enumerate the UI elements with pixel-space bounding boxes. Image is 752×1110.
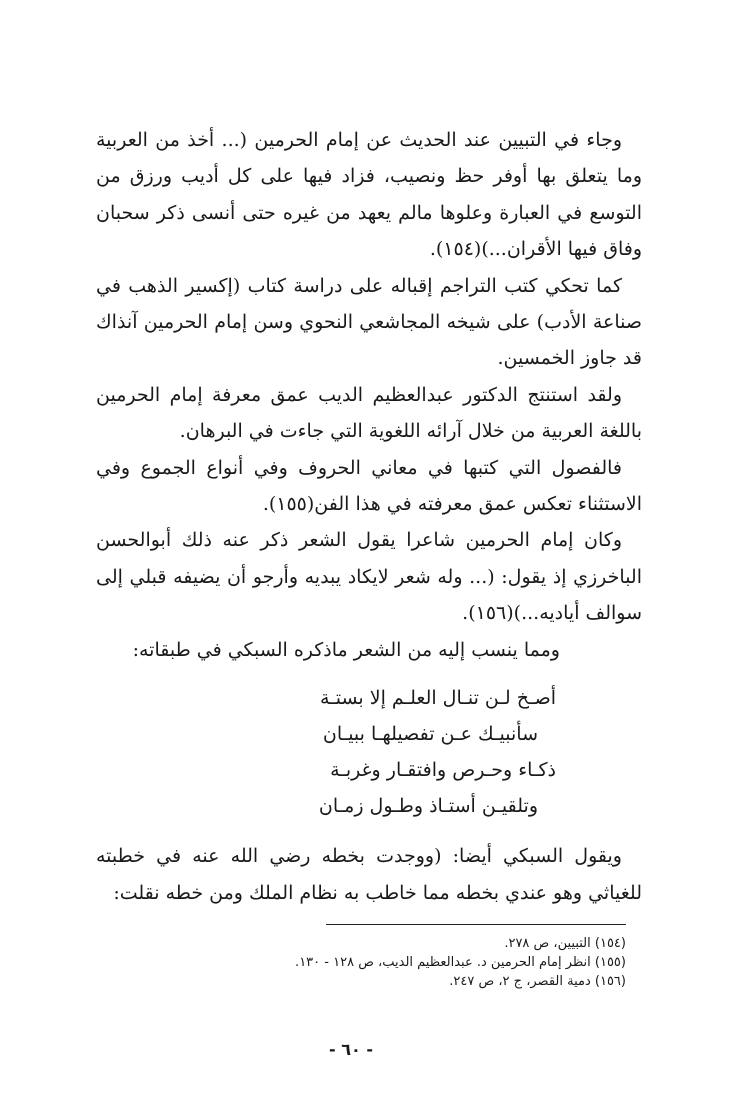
footnote-156: (١٥٦) دمية القصر، ج ٢، ص ٢٤٧. xyxy=(449,974,626,989)
paragraph-biographies: كما تحكي كتب التراجم إقباله على دراسة كتاب (إكسير الذهب في صناعة الأدب) على شيخه المجاشعي النحوي وسن إمام الحرمين آنذاك قد جاوز الخمسين. xyxy=(96,274,642,370)
footnote-separator xyxy=(326,924,626,925)
paragraph-poet: وكان إمام الحرمين شاعرا يقول الشعر ذكر عنه ذلك أبوالحسن الباخرزي إذ يقول: (... وله شعر لايكاد يبديه وأرجو أن يضيفه قبلي إلى سوالف أياديه...)(١٥٦). xyxy=(96,529,642,625)
main-text-body xyxy=(96,122,642,911)
footnotes xyxy=(200,934,626,991)
page-number: - ٦٠ - xyxy=(329,1040,373,1059)
poem-verse: ذكـاء وحـرص وافتقـار وغربـة xyxy=(330,759,556,782)
footnote-154: (١٥٤) التبيين، ص ٢٧٨. xyxy=(504,936,626,951)
poem-verse: وتلقيـن أستـاذ وطـول زمـان xyxy=(318,795,538,818)
paragraph-dib-conclusion: ولقد استنتج الدكتور عبدالعظيم الديب عمق معرفة إمام الحرمين باللغة العربية من خلال آرائه اللغوية التي جاءت في البرهان. xyxy=(96,383,642,443)
paragraph-chapters: فالفصول التي كتبها في معاني الحروف وفي أنواع الجموع وفي الاستثناء تعكس عمق معرفته في هذا الفن(١٥٥). xyxy=(96,456,642,516)
paragraph-tabyin: وجاء في التبيين عند الحديث عن إمام الحرمين (... أخذ من العربية وما يتعلق بها أوفر حظ ونصيب، فزاد فيها على كل أديب ورزق من التوسع في العبارة وعلوها مالم يعهد من غيره حتى أنسى ذكر سحبان وفاق فيها الأقران...)(١٥٤). xyxy=(96,129,642,261)
footnote-155: (١٥٥) انظر إمام الحرمين د. عبدالعظيم الديب، ص ١٢٨ - ١٣٠. xyxy=(295,955,626,970)
verse-intro: ومما ينسب إليه من الشعر ماذكره السبكي في طبقاته: xyxy=(132,638,560,661)
poem-block xyxy=(96,680,642,824)
poem-verse: سأنبيـك عـن تفصيلهـا ببيـان xyxy=(322,723,538,746)
poem-verse: أصـخ لـن تنـال العلـم إلا بستـة xyxy=(319,687,556,710)
paragraph-subki-quote: ويقول السبكي أيضا: (ووجدت بخطه رضي الله عنه في خطبته للغياثي وهو عندي بخطه مما خاطب به نظام الملك ومن خطه نقلت: xyxy=(96,845,642,904)
